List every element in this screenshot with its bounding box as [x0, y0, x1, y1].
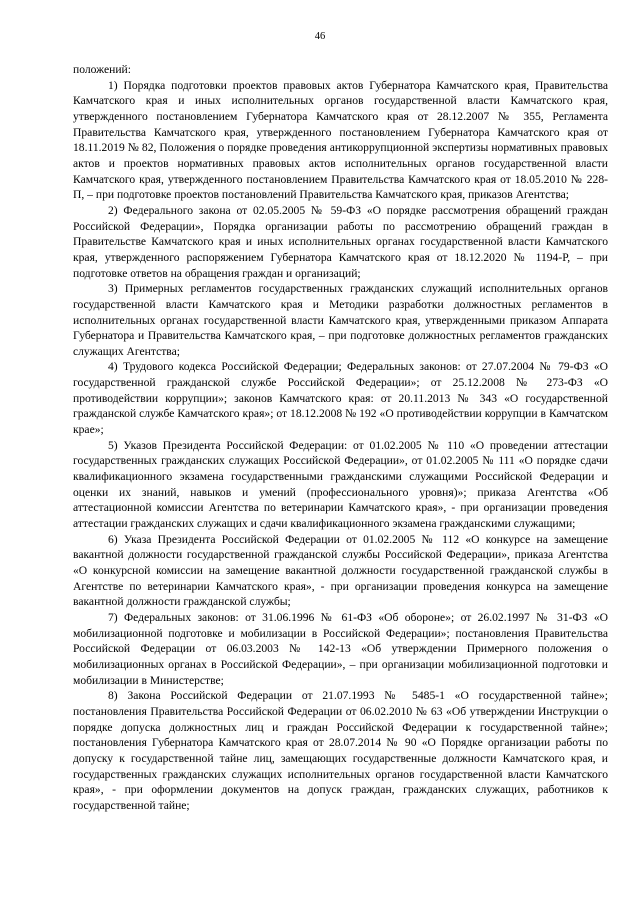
paragraph-8: 8) Закона Российской Федерации от 21.07.1993 № 5485-1 «О государственной тайне»; постановления Правительства Российской Федерации от 06.02.2010 № 63 «Об утверждении Инструкции о порядке допуска должностных лиц и граждан Российской Федерации к государственной тайне»; постановления Губернатора Камчатского края от 28.07.2014 № 90 «О Порядке организации работы по допуску к государственной тайне лиц, замещающих государственные должности Камчатского края, и государственных гражданских служащих исполнительных органов государственной власти Камчатского края», - при оформлении документов на допуск граждан, гражданских служащих, работников к государственной тайне; — [73, 689, 608, 812]
paragraph-1: 1) Порядка подготовки проектов правовых актов Губернатора Камчатского края, Правительства Камчатского края и иных исполнительных органов государственной власти Камчатского края, утвержденного постановлением Губернатора Камчатского края от 28.12.2007 № 355, Регламента Правительства Камчатского края, утвержденного постановлением Губернатора Камчатского края от 18.11.2019 № 82, Положения о порядке проведения антикоррупционной экспертизы нормативных правовых актов и проектов нормативных правовых актов исполнительных органов государственной власти Камчатского края, утвержденного постановлением Правительства Камчатского края от 18.05.2010 № 228-П, – при подготовке проектов постановлений Правительства Камчатского края, приказов Агентства; — [73, 78, 608, 202]
paragraph-4: 4) Трудового кодекса Российской Федерации; Федеральных законов: от 27.07.2004 № 79-ФЗ «О государственной гражданской службе Российской Федерации»; от 25.12.2008 № 273-ФЗ «О противодействии коррупции»; законов Камчатского края: от 20.11.2013 № 343 «О государственной гражданской службе Камчатского края»; от 18.12.2008 № 192 «О противодействии коррупции в Камчатском крае»; — [73, 360, 608, 437]
document-body — [73, 62, 608, 814]
paragraph-5: 5) Указов Президента Российской Федерации: от 01.02.2005 № 110 «О проведении аттестации государственных гражданских служащих Российской Федерации», от 01.02.2005 № 111 «О порядке сдачи квалификационного экзамена государственными гражданскими служащими Российской Федерации и оценки их знаний, навыков и умений (профессионального уровня)»; приказа Агентства «Об аттестационной комиссии Агентства по ветеринарии Камчатского края», - при организации проведения аттестации гражданских служащих и сдачи квалификационного экзамена гражданскими служащими; — [73, 438, 608, 531]
page-number: 46 — [314, 31, 326, 42]
paragraph-7: 7) Федеральных законов: от 31.06.1996 № 61-ФЗ «Об обороне»; от 26.02.1997 № 31-ФЗ «О мобилизационной подготовке и мобилизации в Российской Федерации»; постановления Правительства Российской Федерации от 06.03.2003 № 142-13 «Об утверждении Примерного положения о мобилизационных органах в Российской Федерации», – при организации мобилизационной подготовки и мобилизации в Министерстве; — [73, 610, 608, 687]
paragraph-6: 6) Указа Президента Российской Федерации от 01.02.2005 № 112 «О конкурсе на замещение вакантной должности государственной гражданской службы Российской Федерации», приказа Агентства «О конкурсной комиссии на замещение вакантной должности государственной гражданской службы в Агентстве по ветеринарии Камчатского края», - при организации проведения конкурса на замещение вакантной должности гражданской службы; — [73, 532, 608, 609]
paragraph-3: 3) Примерных регламентов государственных гражданских служащий исполнительных органов государственной власти Камчатского края и Методики разработки должностных регламентов в исполнительных органах государственной власти Камчатского края, утвержденными приказом Аппарата Губернатора и Правительства Камчатского края, – при подготовке должностных регламентов гражданских служащих Агентства; — [73, 282, 608, 358]
paragraph-2: 2) Федерального закона от 02.05.2005 № 59-ФЗ «О порядке рассмотрения обращений граждан Российской Федерации», Порядка организации работы по рассмотрению обращений граждан в Правительстве Камчатского края и иных исполнительных органах государственной власти Камчатского края, утвержденного распоряжением Губернатора Камчатского края от 18.12.2020 № 1194-Р, – при подготовке ответов на обращения граждан и организаций; — [73, 203, 608, 280]
lead-text: положений: — [73, 63, 131, 76]
